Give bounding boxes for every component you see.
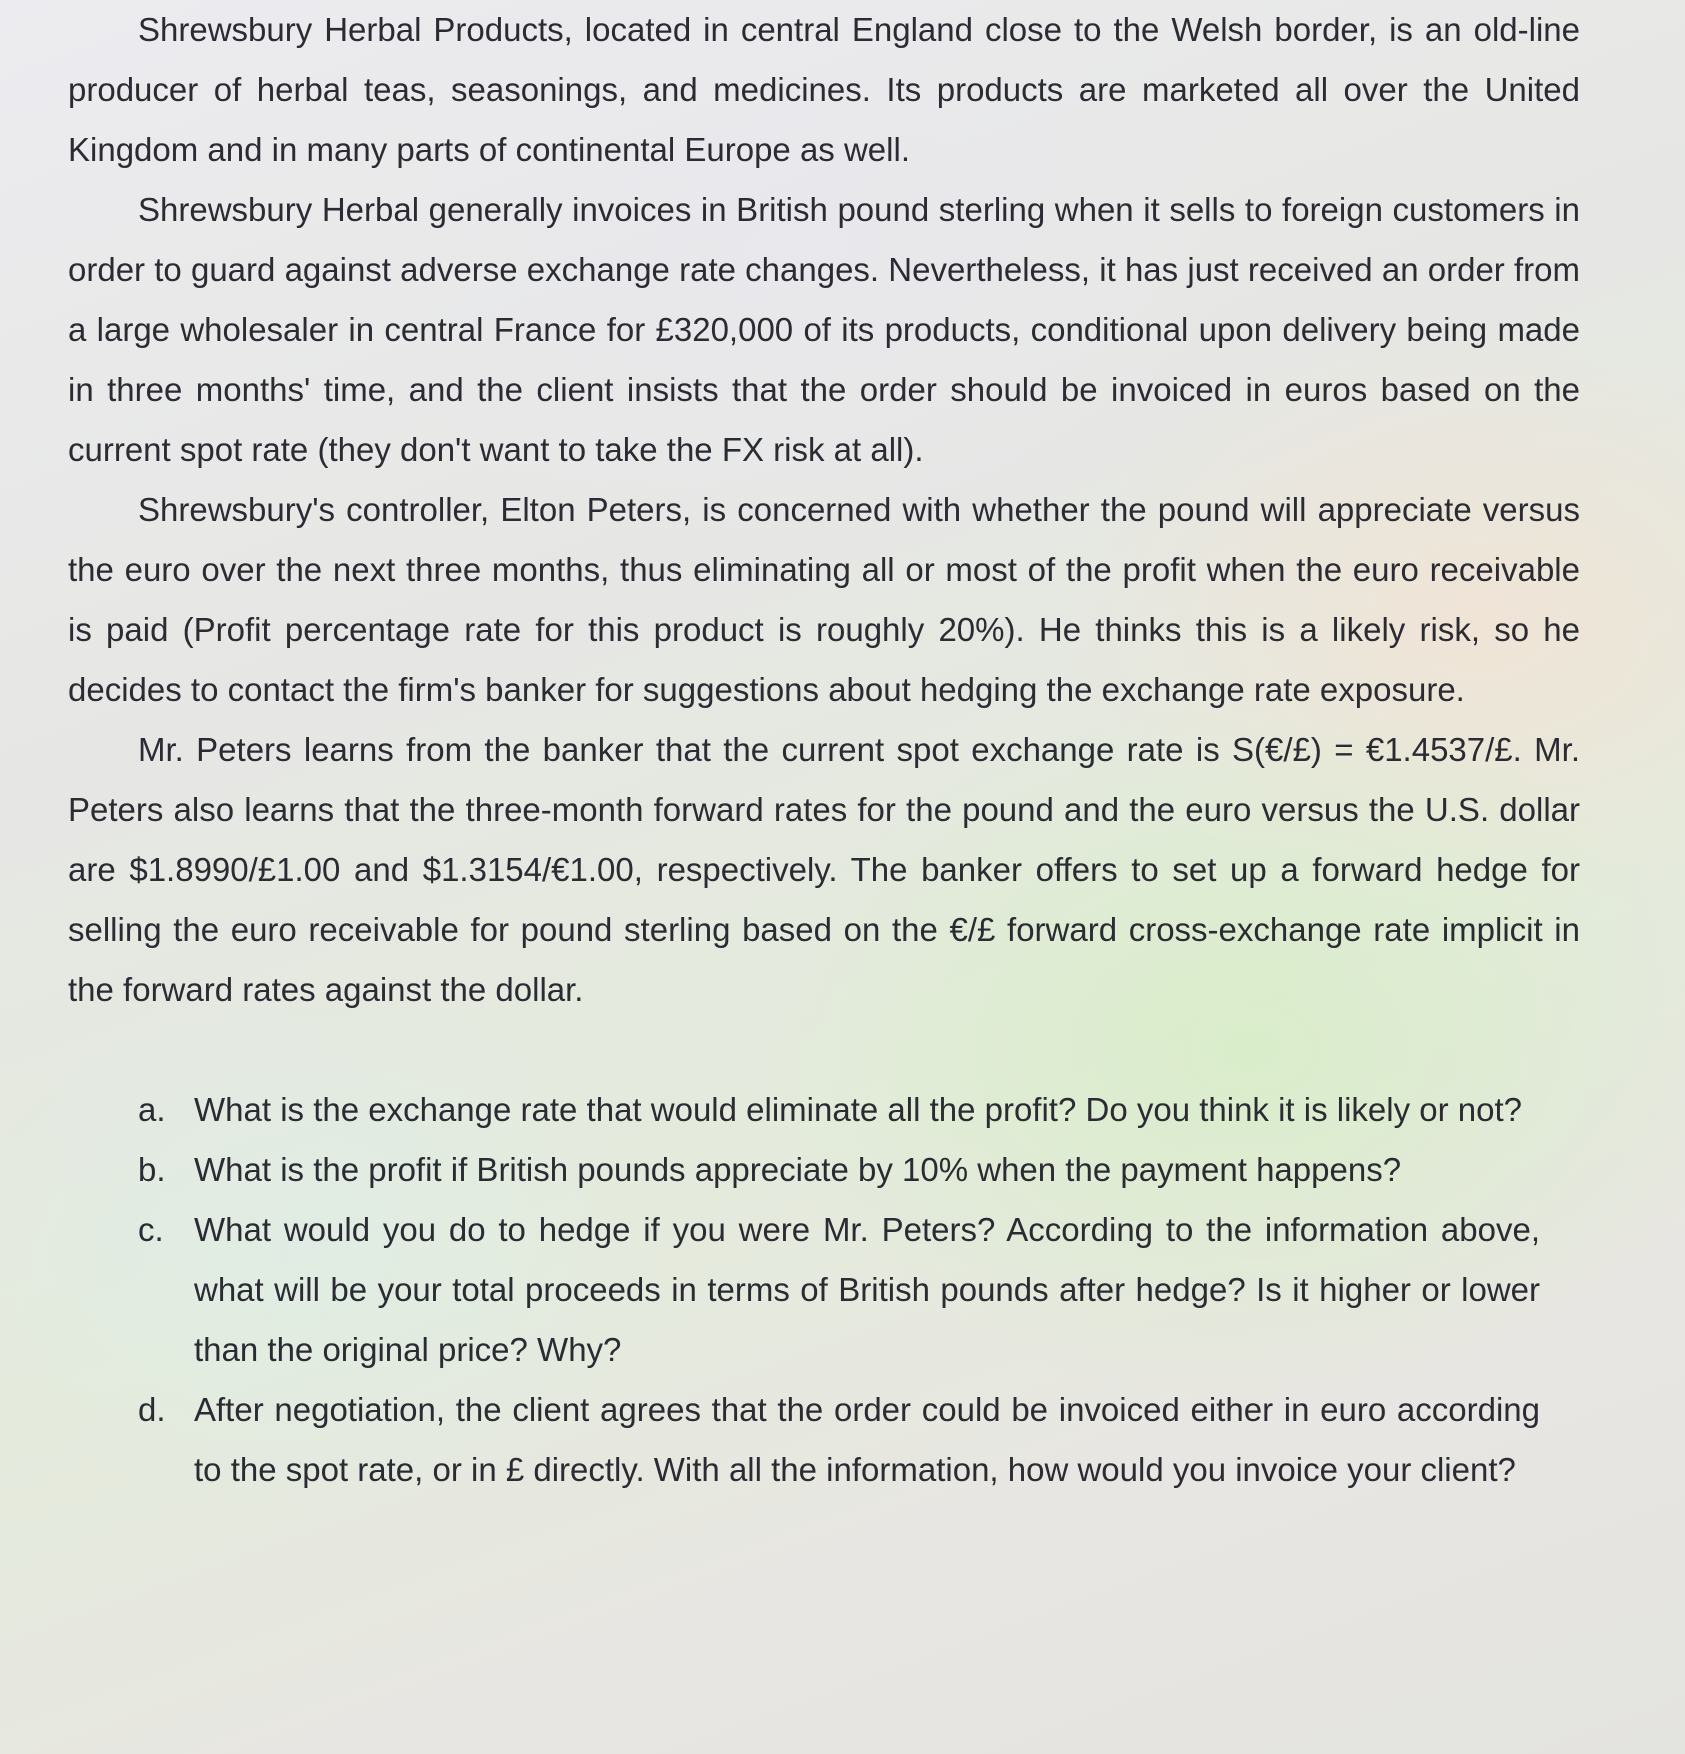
paragraph-exchange-rates: Mr. Peters learns from the banker that the current spot exchange rate is S(€/£) = €1.4537/£. Mr. Peters also learns that the three-month forward rates for the pound and the euro versus the U.S. dollar are $1.8990/£1.00 and $1.3154/€1.00, respectively. The banker offers to set up a forward hedge for selling the euro receivable for pound sterling based on the €/£ forward cross-exchange rate implicit in the forward rates against the dollar. bbox=[68, 731, 1580, 1008]
question-label: a. bbox=[138, 1091, 166, 1128]
document-page bbox=[68, 0, 1580, 1500]
question-item bbox=[138, 1140, 1580, 1200]
paragraph-controller-concern: Shrewsbury's controller, Elton Peters, is concerned with whether the pound will appreciate versus the euro over the next three months, thus eliminating all or most of the profit when the euro receivable is paid (Profit percentage rate for this product is roughly 20%). He thinks this is a likely risk, so he decides to contact the firm's banker for suggestions about hedging the exchange rate exposure. bbox=[68, 491, 1580, 708]
paragraph-invoicing: Shrewsbury Herbal generally invoices in British pound sterling when it sells to foreign customers in order to guard against adverse exchange rate changes. Nevertheless, it has just received an order from a large wholesaler in central France for £320,000 of its products, conditional upon delivery being made in three months' time, and the client insists that the order should be invoiced in euros based on the current spot rate (they don't want to take the FX risk at all). bbox=[68, 191, 1580, 468]
question-label: b. bbox=[138, 1151, 166, 1188]
question-label: c. bbox=[138, 1211, 164, 1248]
question-text: After negotiation, the client agrees that the order could be invoiced either in euro according to the spot rate, or in £ directly. With all the information, how would you invoice your client? bbox=[194, 1391, 1540, 1488]
paragraph-intro: Shrewsbury Herbal Products, located in central England close to the Welsh border, is an old-line producer of herbal teas, seasonings, and medicines. Its products are marketed all over the United Kingdom and in many parts of continental Europe as well. bbox=[68, 11, 1580, 168]
question-item bbox=[138, 1080, 1580, 1140]
question-list bbox=[68, 1080, 1580, 1500]
question-text: What would you do to hedge if you were Mr. Peters? According to the information above, what will be your total proceeds in terms of British pounds after hedge? Is it higher or lower than the original price? Why? bbox=[194, 1211, 1540, 1368]
question-label: d. bbox=[138, 1391, 166, 1428]
question-text: What is the profit if British pounds appreciate by 10% when the payment happens? bbox=[194, 1151, 1402, 1188]
question-item bbox=[138, 1380, 1580, 1500]
question-item bbox=[138, 1200, 1580, 1380]
question-text: What is the exchange rate that would eliminate all the profit? Do you think it is likely or not? bbox=[194, 1091, 1523, 1128]
